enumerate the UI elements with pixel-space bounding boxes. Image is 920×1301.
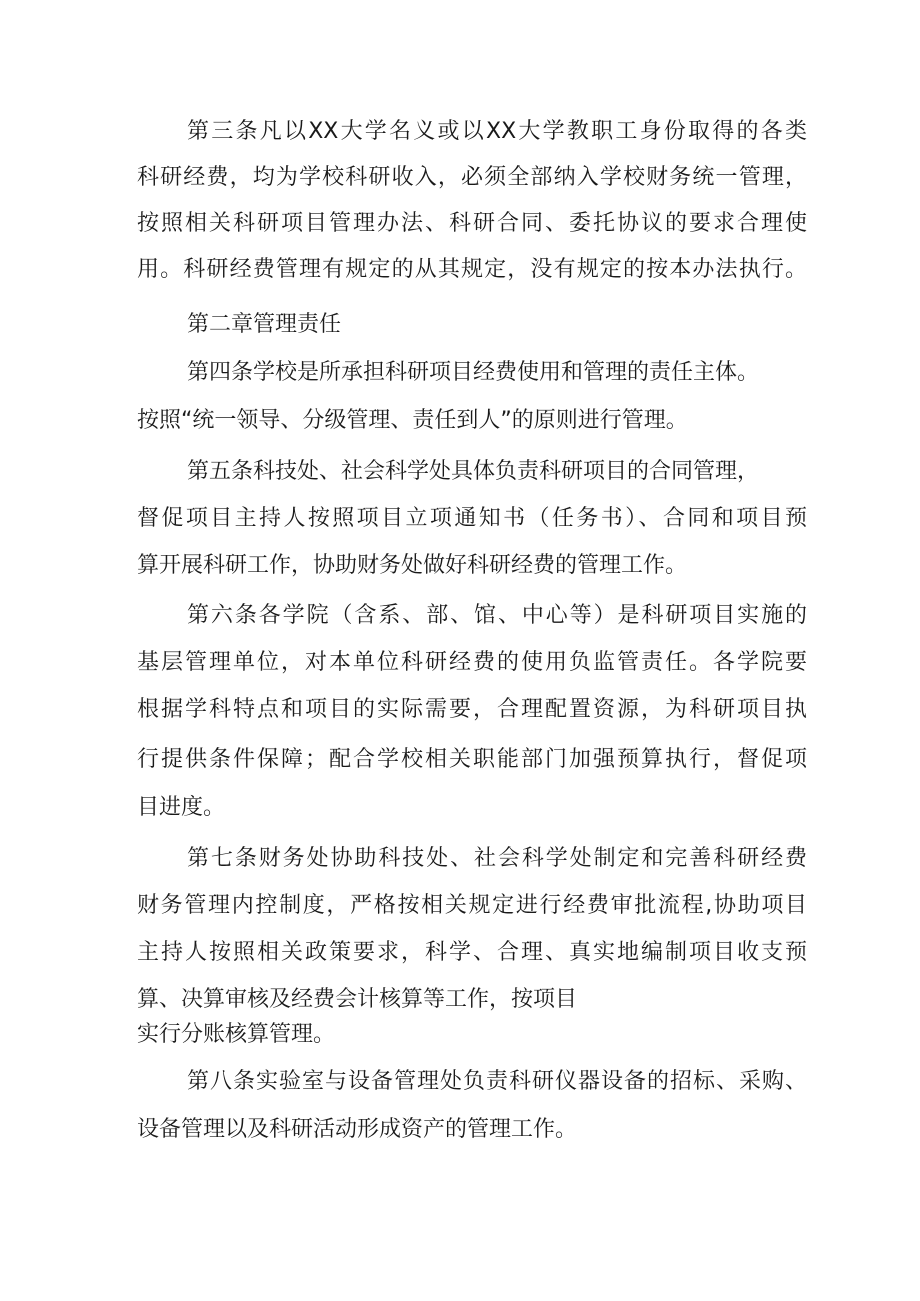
article-5-line-1: 第五条科技处、社会科学处具体负责科研项目的合同管理，: [187, 459, 760, 484]
article-7-line-4: 算、决算审核及经费会计核算等工作，按项目: [137, 987, 578, 1012]
article-6-line-1: 第六条各学院（含系、部、馆、中心等）是科研项目实施的: [187, 603, 807, 628]
article-4-line-2: 按照“统一领导、分级管理、责任到人”的原则进行管理。: [137, 408, 688, 433]
article-3-line-2: 科研经费，均为学校科研收入，必须全部纳入学校财务统一管理，: [137, 165, 807, 190]
article-3-line-4: 用。科研经费管理有规定的从其规定，没有规定的按本办法执行。: [137, 257, 807, 282]
article-6-line-2: 基层管理单位，对本单位科研经费的使用负监管责任。各学院要: [137, 650, 807, 675]
article-7-line-1: 第七条财务处协助科技处、社会科学处制定和完善科研经费: [187, 846, 807, 871]
chapter-2-heading: 第二章管理责任: [187, 312, 342, 337]
article-3-line-3: 按照相关科研项目管理办法、科研合同、委托协议的要求合理使: [137, 211, 807, 236]
article-8-line-2: 设备管理以及科研活动形成资产的管理工作。: [137, 1117, 578, 1142]
article-4-line-1: 第四条学校是所承担科研项目经费使用和管理的责任主体。: [187, 360, 760, 385]
article-7-line-3: 主持人按照相关政策要求，科学、合理、真实地编制项目收支预: [137, 940, 807, 965]
article-6-line-4: 行提供条件保障；配合学校相关职能部门加强预算执行，督促项: [137, 747, 807, 772]
article-7-line-5: 实行分账核算管理。: [137, 1022, 336, 1047]
article-3-line-1: 第三条凡以XX大学名义或以XX大学教职工身份取得的各类: [187, 119, 807, 144]
article-6-line-5: 目进度。: [137, 795, 226, 820]
article-5-line-2: 督促项目主持人按照项目立项通知书（任务书）、合同和项目预: [137, 506, 807, 531]
article-7-line-2: 财务管理内控制度，严格按相关规定进行经费审批流程,协助项目: [137, 893, 807, 918]
article-5-line-3: 算开展科研工作，协助财务处做好科研经费的管理工作。: [137, 553, 688, 578]
article-8-line-1: 第八条实验室与设备管理处负责科研仪器设备的招标、采购、: [187, 1069, 807, 1094]
article-6-line-3: 根据学科特点和项目的实际需要，合理配置资源，为科研项目执: [137, 697, 807, 722]
